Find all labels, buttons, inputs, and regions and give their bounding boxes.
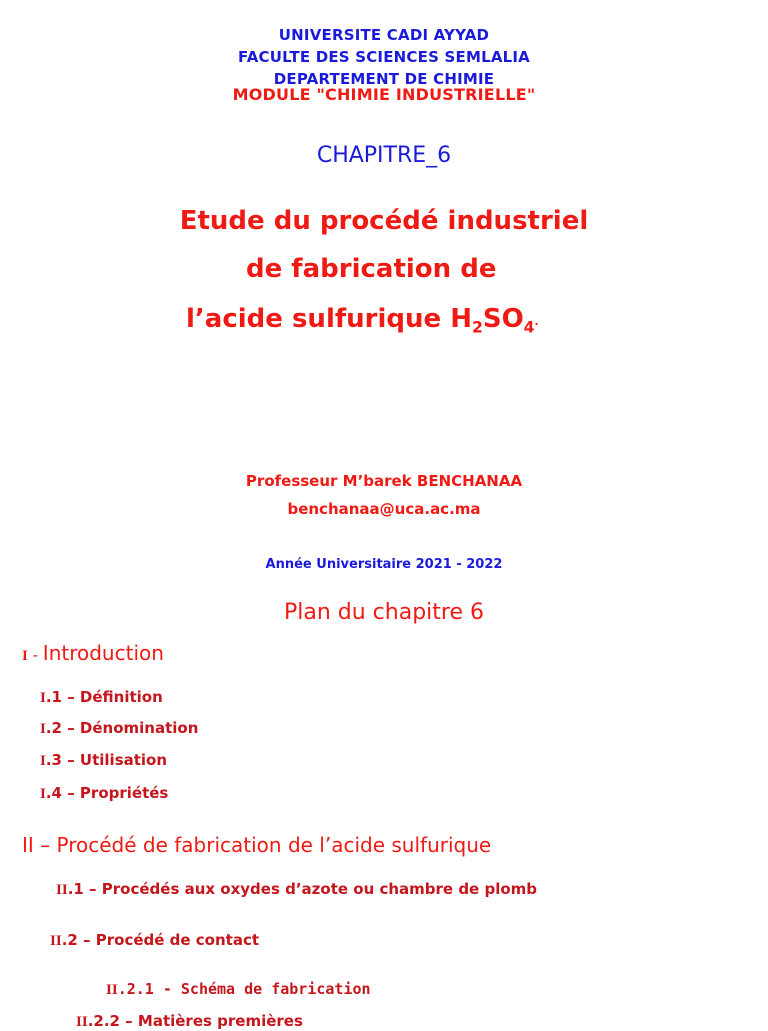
- title-sub-2: 2: [471, 318, 483, 337]
- item-text: .2 – Dénomination: [45, 719, 199, 737]
- item-text: .1 – Définition: [45, 688, 163, 706]
- section-1-label: Introduction: [42, 641, 164, 665]
- item-num: II: [106, 982, 118, 998]
- item-num: I: [40, 690, 46, 706]
- item-text: .3 – Utilisation: [45, 751, 168, 769]
- item-text: .2.1 - Schéma de fabrication: [117, 980, 371, 998]
- section-1-sep: -: [27, 646, 43, 664]
- list-item: [56, 880, 537, 899]
- item-num: I: [40, 786, 46, 802]
- list-item: [76, 1012, 303, 1031]
- list-item: [50, 931, 259, 950]
- department-name: DEPARTEMENT DE CHIMIE: [273, 70, 495, 88]
- item-text: .2 – Procédé de contact: [61, 931, 260, 949]
- academic-year: Année Universitaire 2021 - 2022: [265, 557, 503, 572]
- title-formula-mid: SO: [482, 304, 524, 334]
- faculty-name: FACULTE DES SCIENCES SEMLALIA: [238, 48, 530, 66]
- list-item: [40, 751, 167, 770]
- section-1-num: I: [22, 648, 28, 664]
- title-line-1: Etude du procédé industriel: [179, 206, 589, 236]
- item-text: .2.2 – Matières premières: [87, 1012, 303, 1030]
- title-sub-4: 4: [523, 318, 535, 337]
- title-tail: .: [534, 315, 539, 328]
- chapter-label: CHAPITRE_6: [316, 143, 452, 168]
- university-name: UNIVERSITE CADI AYYAD: [278, 26, 490, 44]
- list-item: [40, 784, 168, 803]
- plan-title: Plan du chapitre 6: [283, 600, 484, 625]
- section-1-heading: [22, 641, 164, 665]
- section-2-heading: II – Procédé de fabrication de l’acide sulfurique: [22, 833, 492, 857]
- item-num: II: [56, 882, 68, 898]
- list-item: [40, 719, 198, 738]
- list-item: [40, 688, 163, 707]
- item-num: I: [40, 721, 46, 737]
- author-name: Professeur M’barek BENCHANAA: [245, 472, 523, 490]
- item-num: I: [40, 753, 46, 769]
- item-text: .4 – Propriétés: [45, 784, 169, 802]
- module-name: MODULE "CHIMIE INDUSTRIELLE": [232, 85, 536, 104]
- title-line-3: [186, 304, 539, 337]
- author-email: benchanaa@uca.ac.ma: [287, 500, 481, 518]
- list-item: [106, 980, 371, 999]
- title-line-3-prefix: l’acide sulfurique H: [186, 304, 472, 334]
- item-num: II: [76, 1014, 88, 1030]
- item-num: II: [50, 933, 62, 949]
- item-text: .1 – Procédés aux oxydes d’azote ou chambre de plomb: [67, 880, 538, 898]
- title-line-2: de fabrication de: [246, 254, 497, 284]
